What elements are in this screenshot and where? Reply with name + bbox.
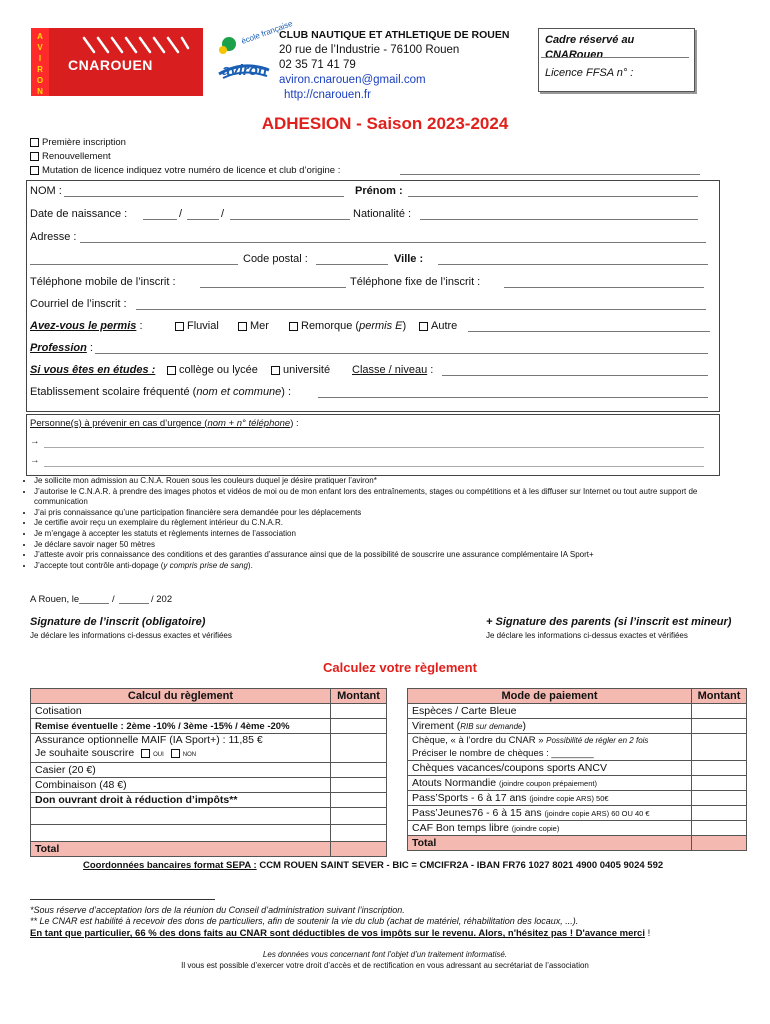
montant-cell[interactable]: [692, 806, 747, 821]
etab-label: Etablissement scolaire fréquenté (: [30, 386, 197, 398]
combi-label: Combinaison (48 €): [31, 778, 331, 793]
remorque-end: ): [402, 320, 407, 332]
checkbox[interactable]: [271, 366, 280, 375]
non-checkbox[interactable]: [171, 749, 180, 758]
reserved-title: Cadre réservé au CNARouen: [545, 34, 635, 61]
date-label: A Rouen, le: [30, 594, 80, 605]
montant-header: Montant: [692, 689, 747, 704]
virement-cell: [408, 719, 692, 734]
payment-table: [407, 688, 747, 851]
sepa-label: Coordonnées bancaires format SEPA :: [83, 860, 257, 871]
calc-header: Calcul du règlement: [31, 689, 331, 704]
adresse-field-2[interactable]: [30, 264, 238, 265]
courriel-label: Courriel de l’inscrit :: [30, 298, 127, 310]
virement-label: Virement (: [412, 720, 461, 732]
etab-detail: nom et commune: [196, 386, 282, 398]
montant-cell[interactable]: [692, 704, 747, 719]
tel-mobile-label: Téléphone mobile de l’inscrit :: [30, 276, 176, 288]
tel-fixe-label: Téléphone fixe de l’inscrit :: [350, 276, 481, 288]
atouts-label: Atouts Normandie: [412, 777, 497, 789]
montant-cell[interactable]: [692, 776, 747, 791]
cheque-nb: Préciser le nombre de chèques : ________: [412, 748, 594, 759]
permis-fluvial[interactable]: [175, 320, 219, 332]
strip-letter: R: [37, 65, 43, 74]
arrow-icon: →: [30, 436, 40, 447]
declare-text: Je déclare les informations ci-dessus exactes et vérifiées: [486, 631, 688, 640]
total-label: Total: [31, 842, 331, 857]
permis-mer-label: Mer: [250, 320, 269, 332]
montant-cell[interactable]: [331, 778, 387, 793]
option-first[interactable]: [30, 137, 126, 148]
autre-label: Autre: [431, 320, 458, 332]
montant-cell[interactable]: [331, 704, 387, 719]
footnote-1: *Sous réserve d’acceptation lors de la réunion du Conseil d’administration suivant l’inscription.: [30, 905, 405, 915]
classe-row: [352, 364, 433, 376]
nationalite-field[interactable]: [420, 219, 698, 220]
footnote-divider: [30, 899, 215, 900]
montant-cell[interactable]: [692, 734, 747, 761]
classe-label: Classe / niveau: [352, 364, 428, 376]
cheque-cell: [408, 734, 692, 761]
nationalite-label: Nationalité :: [353, 208, 412, 220]
montant-cell[interactable]: [692, 719, 747, 734]
strip-letter: A: [37, 32, 43, 41]
total-cell[interactable]: [692, 836, 747, 851]
checkbox[interactable]: [238, 322, 247, 331]
naissance-day-field[interactable]: [143, 219, 177, 220]
adresse-field[interactable]: [80, 242, 706, 243]
montant-cell[interactable]: [331, 719, 387, 734]
strip-letter: O: [36, 76, 44, 85]
prenom-label: Prénom :: [355, 185, 403, 197]
club-website-link[interactable]: http://cnarouen.fr: [284, 89, 371, 101]
strip-letter: I: [38, 54, 42, 63]
atouts-cell: [408, 776, 692, 791]
checkbox[interactable]: [30, 152, 39, 161]
dopage-detail: y compris prise de sang: [163, 560, 248, 570]
ancv-label: Chèques vacances/coupons sports ANCV: [408, 761, 692, 776]
tel-fixe-field[interactable]: [504, 287, 704, 288]
naissance-month-field[interactable]: [187, 219, 219, 220]
casier-label: Casier (20 €): [31, 763, 331, 778]
sepa-value: CCM ROUEN SAINT SEVER - BIC = CMCIFR2A - IBAN FR76 1027 8021 4900 0405 9024 592: [256, 860, 664, 871]
reserved-box: [538, 28, 695, 92]
montant-cell[interactable]: [692, 821, 747, 836]
montant-cell[interactable]: [331, 763, 387, 778]
checkbox[interactable]: [175, 322, 184, 331]
etudes-universite-label: université: [283, 364, 331, 376]
remorque-detail: permis E: [359, 320, 403, 332]
calc-table: [30, 688, 387, 857]
code-postal-field[interactable]: [316, 264, 388, 265]
etudes-lycee-label: collège ou lycée: [179, 364, 258, 376]
sepa-line: [83, 860, 663, 871]
date-year: / 202: [151, 594, 173, 605]
assurance-cell: [31, 734, 331, 763]
pass-sports-cell: [408, 791, 692, 806]
tel-mobile-field[interactable]: [200, 287, 346, 288]
signature-inscrit-label: Signature de l’inscrit (obligatoire): [30, 616, 206, 628]
arrow-icon: →: [30, 455, 40, 466]
courriel-field[interactable]: [136, 309, 706, 310]
oars-icon: [80, 36, 190, 54]
classe-field[interactable]: [442, 375, 708, 376]
footnote-3: En tant que particulier, 66 % des dons faits au CNAR sont déductibles de vos impôts sur le revenu. Alors, n'hésitez pas ! D'avance merci: [30, 928, 645, 939]
club-phone: 02 35 71 41 79: [279, 59, 356, 71]
permis-row: [30, 320, 143, 332]
checkbox[interactable]: [30, 166, 39, 175]
montant-cell[interactable]: [692, 761, 747, 776]
reserved-divider: [541, 57, 689, 58]
total-cell[interactable]: [331, 842, 387, 857]
virement-detail: RIB sur demande: [460, 722, 523, 731]
date-month-field[interactable]: [119, 603, 149, 604]
licence-label: Licence FFSA n° :: [545, 67, 634, 79]
nom-field[interactable]: [64, 196, 344, 197]
etab-end: ) :: [281, 386, 292, 398]
permis-autre[interactable]: [419, 320, 457, 332]
etudes-lycee[interactable]: [167, 364, 258, 376]
dopage-end: ).: [247, 560, 253, 570]
emergency-label-detail: nom + n° téléphone: [207, 418, 291, 429]
option-transfer[interactable]: [30, 165, 340, 176]
logo-name: CNAROUEN: [68, 57, 153, 73]
checkbox[interactable]: [167, 366, 176, 375]
pass-jeunes-cell: [408, 806, 692, 821]
privacy-line-1: Les données vous concernant font l’objet d’un traitement informatisé.: [262, 950, 508, 959]
declaration-item: • Je déclare savoir nager 50 mètres: [34, 540, 734, 551]
profession-label: Profession: [30, 342, 87, 354]
declaration-item-dopage: [34, 561, 734, 572]
option-renew[interactable]: [30, 151, 111, 162]
montant-cell[interactable]: [331, 793, 387, 808]
declaration-item: • J’ai pris connaissance qu’une participation financière sera demandée pour les déplacements: [34, 508, 734, 519]
etudes-universite[interactable]: [271, 364, 330, 376]
strip-letter: N: [37, 87, 43, 96]
profession-colon: :: [89, 342, 93, 354]
club-name: CLUB NAUTIQUE ET ATHLETIQUE DE ROUEN: [279, 29, 510, 41]
emergency-label-b: ) :: [290, 418, 299, 429]
profession-field[interactable]: [95, 353, 708, 354]
emergency-field-2[interactable]: [44, 466, 704, 467]
declaration-item: • Je m’engage à accepter les statuts et règlements internes de l’association: [34, 529, 734, 540]
checkbox[interactable]: [289, 322, 298, 331]
cheque-detail: Possibilité de régler en 2 fois: [546, 736, 649, 745]
club-email-link[interactable]: aviron.cnarouen@gmail.com: [279, 74, 426, 86]
permis-mer[interactable]: [238, 320, 269, 332]
ffa-top-text: école française: [240, 19, 294, 46]
checkbox[interactable]: [419, 322, 428, 331]
etab-row: [30, 386, 291, 398]
permis-colon: :: [139, 320, 143, 332]
declare-text: Je déclare les informations ci-dessus exactes et vérifiées: [30, 631, 232, 640]
total-label: Total: [408, 836, 692, 851]
etab-field[interactable]: [318, 397, 708, 398]
adresse-label: Adresse :: [30, 231, 77, 243]
payment-header: Mode de paiement: [408, 689, 692, 704]
remorque-label: Remorque (: [301, 320, 360, 332]
don-label: Don ouvrant droit à réduction d’impôts**: [31, 793, 331, 808]
naissance-year-field[interactable]: [230, 219, 350, 220]
oui-checkbox[interactable]: [141, 749, 150, 758]
footnote-3-end: !: [644, 928, 651, 939]
montant-cell[interactable]: [331, 734, 387, 763]
code-postal-label: Code postal :: [243, 253, 308, 265]
declarations-list: [14, 476, 734, 571]
ffa-word: aviron: [222, 62, 268, 79]
declaration-item: • Je certifie avoir reçu un exemplaire du règlement intérieur du C.N.A.R.: [34, 518, 734, 529]
profession-row: [30, 342, 93, 354]
cotisation-label: Cotisation: [31, 704, 331, 719]
strip-letter: V: [37, 43, 43, 52]
page-title: ADHESION - Saison 2023-2024: [261, 114, 509, 133]
pass-jeunes-detail: (joindre copie ARS) 60 OU 40 €: [544, 809, 650, 818]
caf-label: CAF Bon temps libre: [412, 822, 509, 834]
signature-parents-label: + Signature des parents (si l’inscrit est mineur): [486, 616, 732, 628]
etudes-label: Si vous êtes en études :: [30, 364, 156, 376]
permis-remorque[interactable]: [289, 320, 406, 332]
nom-label: NOM :: [30, 185, 62, 197]
montant-cell[interactable]: [692, 791, 747, 806]
non-label: NON: [182, 752, 197, 758]
atouts-detail: (joindre coupon prépaiement): [498, 779, 597, 788]
transfer-field[interactable]: [400, 174, 700, 175]
date-sep: /: [112, 594, 115, 605]
prenom-field[interactable]: [408, 196, 698, 197]
cheque-label: Chèque, « à l’ordre du CNAR »: [412, 735, 547, 746]
footnote-2: ** Le CNAR est habilité à recevoir des dons de particuliers, afin de soutenir la vie du club (achat de matériel, réhabilitation des locaux, ...).: [30, 916, 579, 926]
declaration-item: • J’autorise le C.N.A.R. à prendre des images photos et vidéos de moi ou de mon enfant lors des entraînements, stages ou compétitions et à les diffuser sur Internet ou tout autre support de communication: [34, 487, 734, 508]
caf-detail: (joindre copie): [511, 824, 560, 833]
autre-field[interactable]: [468, 331, 710, 332]
emergency-field-1[interactable]: [44, 447, 704, 448]
pass-jeunes-label: Pass’Jeunes76 - 6 à 15 ans: [412, 807, 542, 819]
option-renew-label: Renouvellement: [42, 151, 111, 162]
montant-header: Montant: [331, 689, 387, 704]
emergency-label: [30, 418, 299, 429]
virement-end: ): [522, 720, 527, 732]
aviron-strip: [31, 28, 49, 96]
ville-field[interactable]: [438, 264, 708, 265]
oui-label: OUI: [153, 752, 164, 758]
option-transfer-label: Mutation de licence indiquez votre numéro de licence et club d’origine :: [42, 165, 341, 176]
souscrire-label: Je souhaite souscrire: [35, 747, 135, 759]
pass-sports-label: Pass’Sports - 6 à 17 ans: [412, 792, 527, 804]
declaration-item: • Je sollicite mon admission au C.N.A. Rouen sous les couleurs duquel je désire pratiquer l’aviron*: [34, 476, 734, 487]
privacy-line-2: Il vous est possible d’exercer votre droit d’accès et de rectification en vous adressant au secrétariat de l’association: [181, 961, 589, 970]
especes-label: Espèces / Carte Bleue: [408, 704, 692, 719]
permis-label: Avez-vous le permis: [30, 320, 137, 332]
permis-fluvial-label: Fluvial: [187, 320, 219, 332]
club-address: 20 rue de l’Industrie - 76100 Rouen: [279, 44, 460, 56]
montant-cell[interactable]: [331, 808, 387, 825]
remise-label: Remise éventuelle : 2ème -10% / 3ème -15% / 4ème -20%: [31, 719, 331, 734]
assurance-label: Assurance optionnelle MAIF (IA Sport+) : 11,85 €: [35, 734, 263, 746]
naissance-label: Date de naissance :: [30, 208, 128, 220]
declaration-item: • J’atteste avoir pris connaissance des conditions et des garanties d’assurance ainsi que de la possibilité de souscrire une assurance complémentaire IA Sport+: [34, 550, 734, 561]
pass-sports-detail: (joindre copie ARS) 50€: [529, 794, 609, 803]
ville-label: Ville :: [394, 253, 424, 265]
footnote-3-row: [30, 928, 650, 939]
caf-cell: [408, 821, 692, 836]
date-day-field[interactable]: [79, 603, 109, 604]
montant-cell[interactable]: [331, 825, 387, 842]
emergency-label-a: Personne(s) à prévenir en cas d’urgence (: [30, 418, 208, 429]
checkbox[interactable]: [30, 138, 39, 147]
classe-colon: :: [430, 364, 434, 376]
option-first-label: Première inscription: [42, 137, 126, 148]
dopage-text: J’accepte tout contrôle anti-dopage (: [34, 560, 164, 570]
calc-title: Calculez votre règlement: [323, 660, 477, 675]
